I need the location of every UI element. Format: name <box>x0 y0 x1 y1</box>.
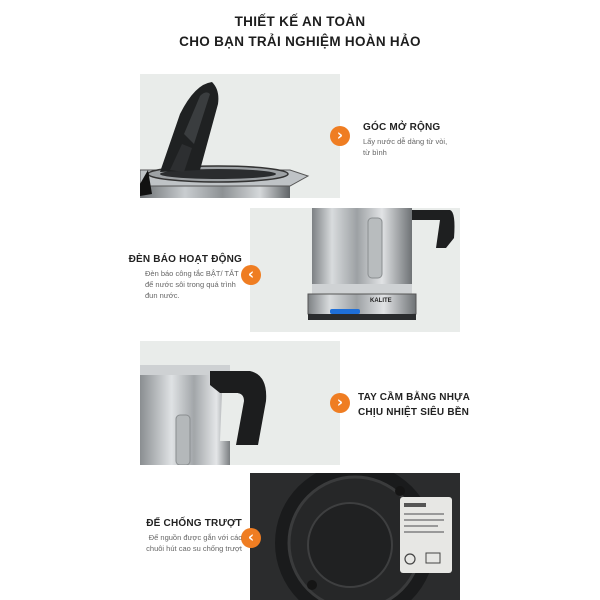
feature-title-anti-slip: ĐẾ CHỐNG TRƯỢT <box>146 518 242 529</box>
chevron-left-icon: ‹ <box>241 265 261 285</box>
base-photo <box>250 473 460 600</box>
indicator-light-photo <box>250 208 460 332</box>
handle-photo <box>140 341 340 465</box>
feature-title-wide-spout: GÓC MỞ RỘNG <box>363 122 441 133</box>
feature-title-handle <box>358 390 470 420</box>
feature-title-handle-line-2: CHỊU NHIỆT SIÊU BỀN <box>358 407 470 418</box>
chevron-right-icon: › <box>330 126 350 146</box>
feature-desc-wide-spout: Lấy nước dễ dàng từ vòi, từ bình <box>363 137 448 157</box>
brand-label: KALITE <box>370 298 392 304</box>
feature-title-indicator: ĐÈN BÁO HOẠT ĐỘNG <box>128 254 242 265</box>
lid-open-photo <box>140 74 340 198</box>
feature-desc-indicator: Đèn báo công tắc BẬT/ TẮT để nước sôi trong quá trình đun nước. <box>145 269 239 300</box>
page-title-line-1: THIẾT KẾ AN TOÀN <box>234 14 366 29</box>
page-title-line-2: CHO BẠN TRẢI NGHIỆM HOÀN HẢO <box>179 34 421 49</box>
feature-title-handle-line-1: TAY CẦM BẰNG NHỰA <box>358 392 471 403</box>
chevron-right-icon: › <box>330 393 350 413</box>
chevron-left-icon: ‹ <box>241 528 261 548</box>
feature-desc-anti-slip: Đế nguồn được gắn với các chuôi hút cao su chống trượt <box>146 533 242 553</box>
